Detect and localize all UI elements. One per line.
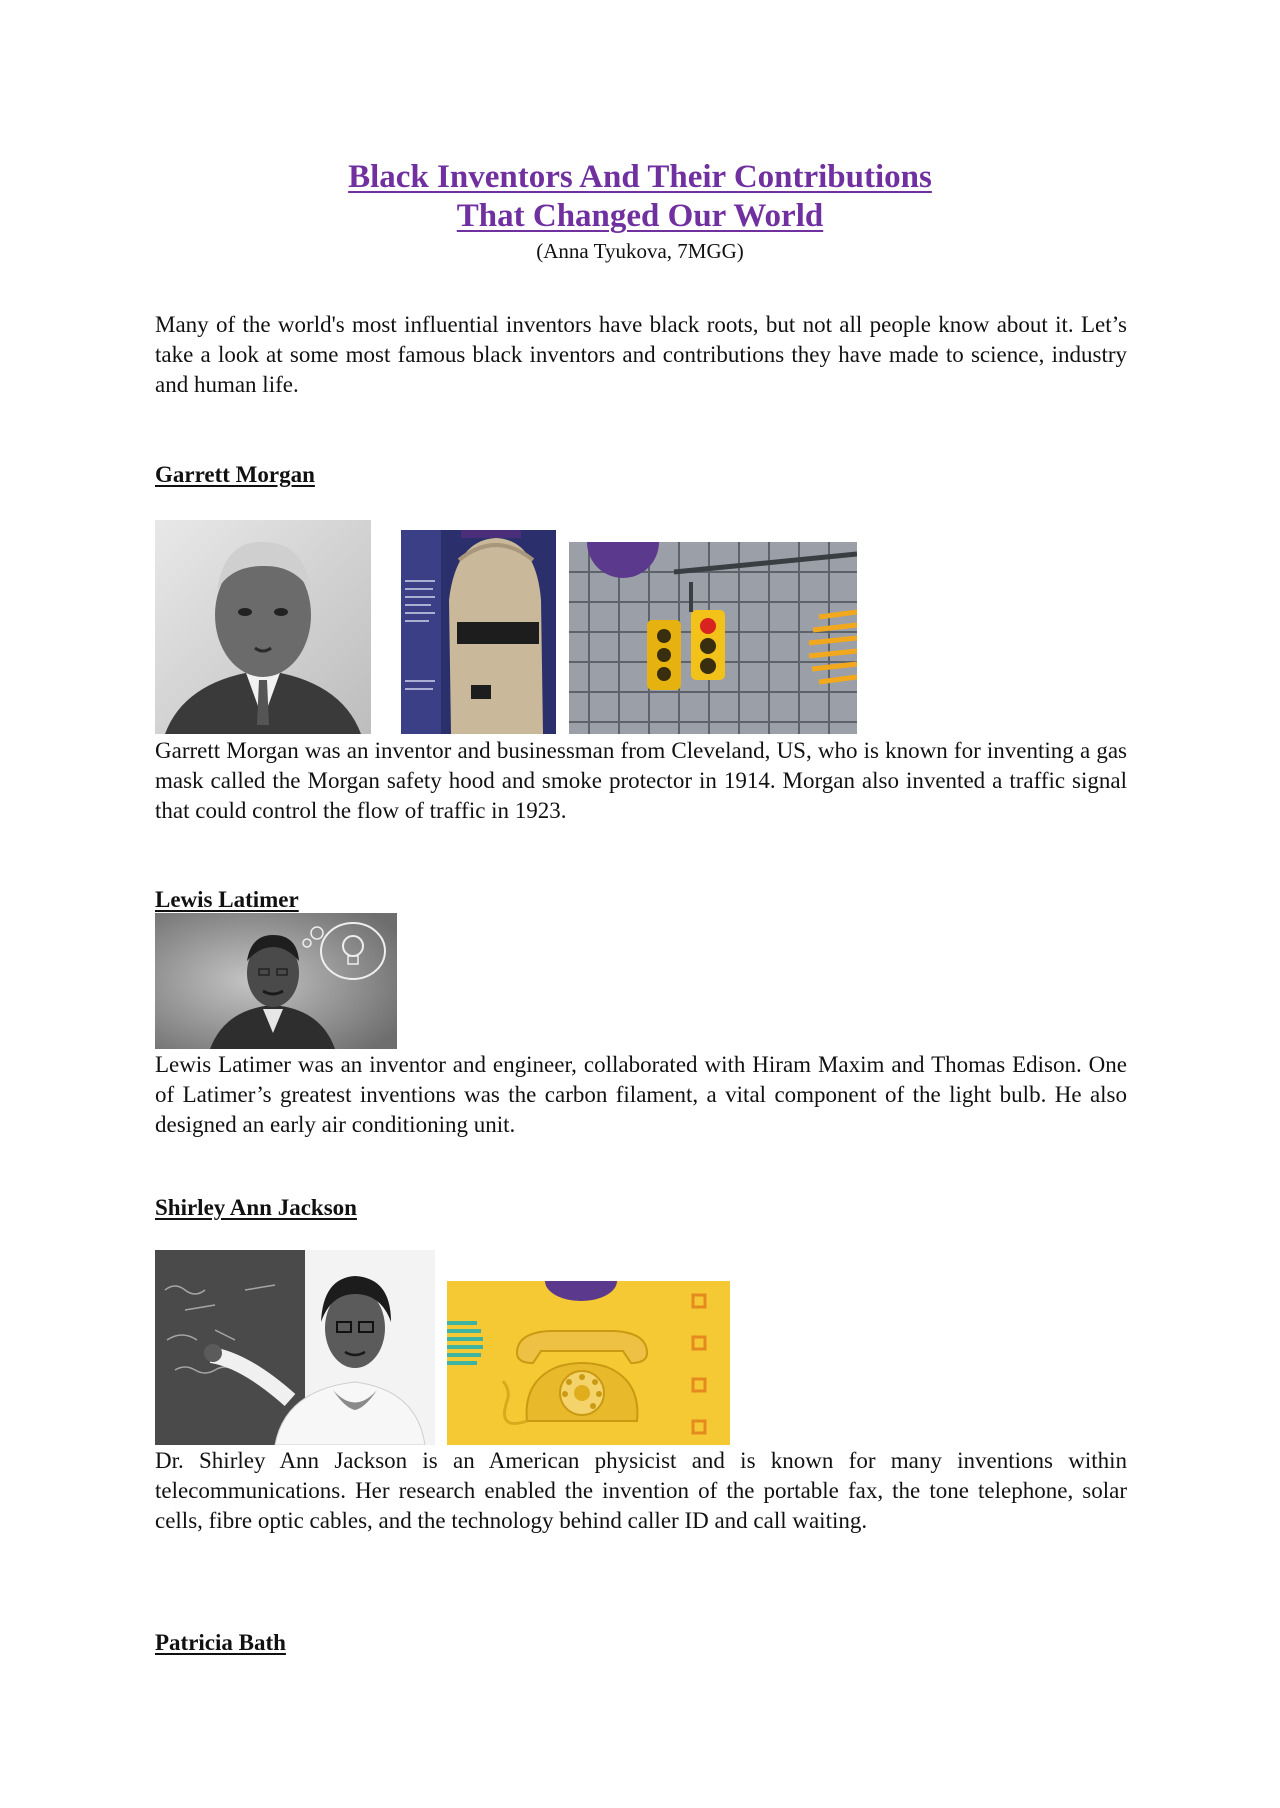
author-byline: (Anna Tyukova, 7MGG) (536, 239, 744, 263)
morgan-safety-hood-image (401, 530, 556, 734)
section-heading-garrett-morgan: Garrett Morgan (155, 462, 315, 487)
document-title-line-2: That Changed Our World (456, 198, 824, 234)
intro-paragraph: Many of the world's most influential inventors have black roots, but not all people know about it. Let’s take a look at some most famous black inventors and contributions they have made to science, industry and human life. (155, 312, 1127, 397)
lewis-latimer-paragraph: Lewis Latimer was an inventor and engineer, collaborated with Hiram Maxim and Thomas Edison. One of Latimer’s greatest inventions was the carbon filament, a vital component of the light bulb. He also designed an early air conditioning unit. (155, 1052, 1127, 1137)
lewis-latimer-portrait-image (155, 913, 397, 1049)
shirley-ann-jackson-paragraph: Dr. Shirley Ann Jackson is an American physicist and is known for many inventions within telecommunications. Her research enabled the invention of the portable fax, the tone telephone, solar cells, fibre optic cables, and the technology behind caller ID and call waiting. (155, 1448, 1127, 1533)
section-heading-patricia-bath: Patricia Bath (155, 1630, 286, 1655)
section-heading-lewis-latimer: Lewis Latimer (155, 887, 299, 912)
shirley-ann-jackson-portrait-image (155, 1250, 435, 1445)
yellow-telephone-image (447, 1281, 730, 1445)
garrett-morgan-portrait-image (155, 520, 371, 734)
traffic-signal-image (569, 542, 857, 734)
garrett-morgan-paragraph: Garrett Morgan was an inventor and businessman from Cleveland, US, who is known for inventing a gas mask called the Morgan safety hood and smoke protector in 1914. Morgan also invented a traffic signal that could control the flow of traffic in 1923. (155, 738, 1127, 823)
section-heading-shirley-ann-jackson: Shirley Ann Jackson (155, 1195, 357, 1220)
document-title-line-1: Black Inventors And Their Contributions (348, 159, 932, 195)
